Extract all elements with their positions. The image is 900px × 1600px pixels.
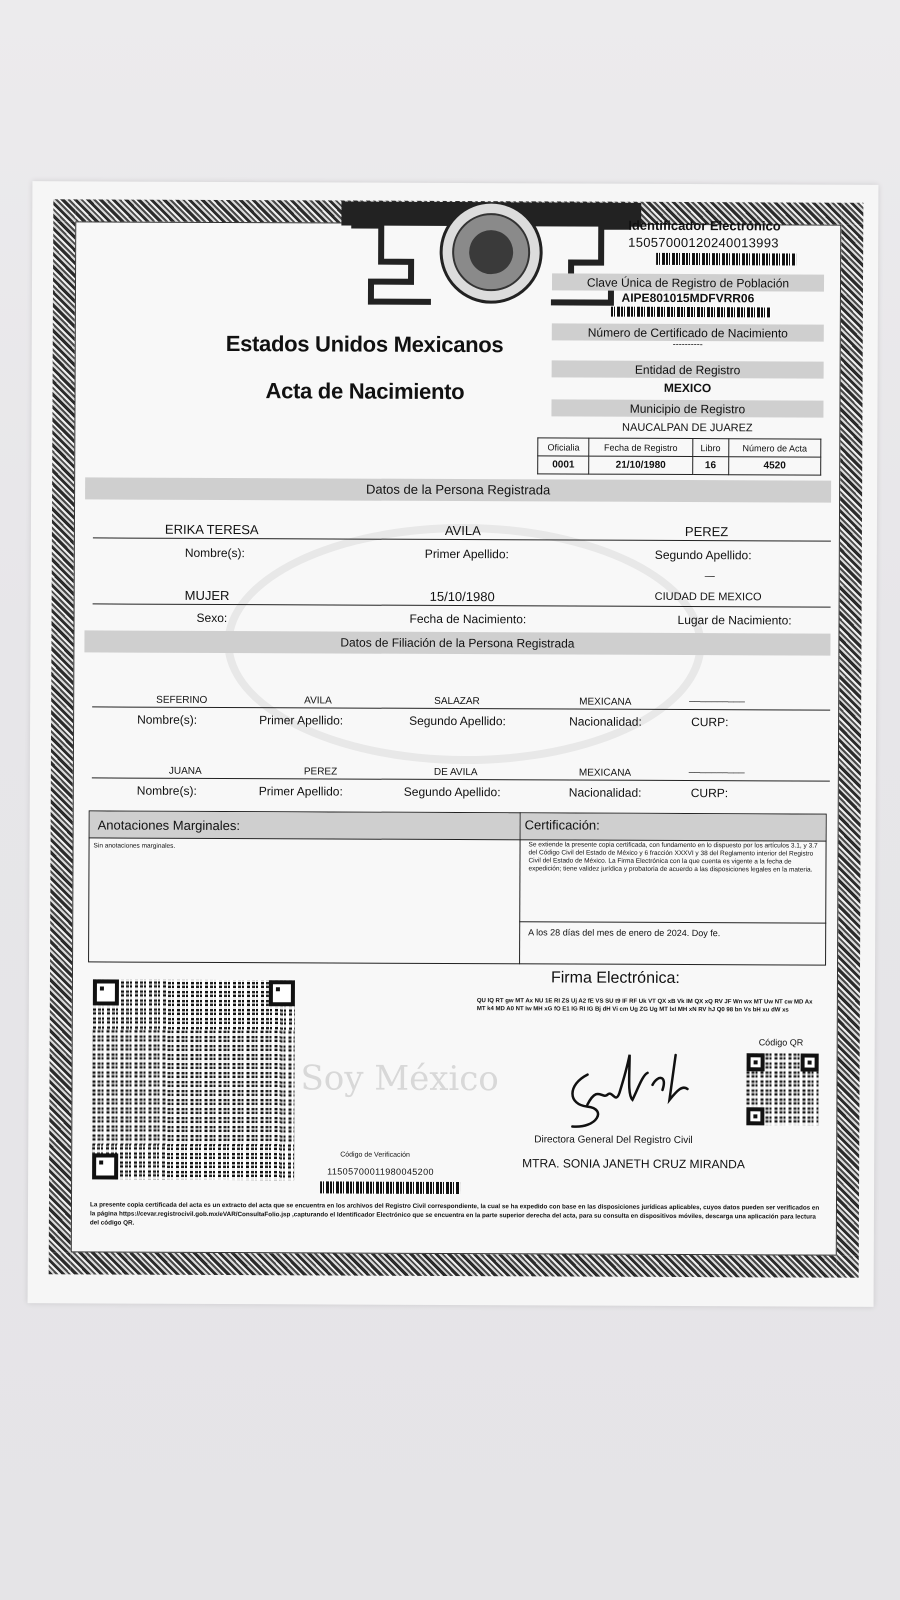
- father-first-surname: AVILA: [304, 695, 332, 707]
- father-nationality-label: Nacionalidad:: [569, 714, 642, 729]
- person-sex-label: Sexo:: [196, 610, 228, 626]
- mother-first-surname-label: Primer Apellido:: [258, 784, 343, 799]
- registry-header-fecha: Fecha de Registro: [589, 438, 692, 456]
- registry-table: [537, 437, 821, 475]
- registry-header-oficialia: Oficialia: [538, 438, 589, 456]
- registry-header-libro: Libro: [692, 439, 728, 457]
- person-first-surname: AVILA: [444, 522, 481, 539]
- qr-finder-icon: [269, 980, 295, 1006]
- qr-finder-icon: [747, 1053, 765, 1071]
- annotations-title: Anotaciones Marginales:: [90, 811, 520, 839]
- registry-oficialia: 0001: [538, 456, 589, 474]
- mother-nationality: MEXICANA: [578, 767, 632, 779]
- municipality-label: Municipio de Registro: [551, 399, 823, 417]
- handwritten-signature-icon: [557, 1044, 707, 1135]
- registry-entity-label: Entidad de Registro: [552, 360, 824, 378]
- person-first-surname-label: Primer Apellido:: [424, 546, 509, 562]
- mother-second-surname-label: Segundo Apellido:: [403, 784, 501, 800]
- father-first-surname-label: Primer Apellido:: [259, 713, 344, 728]
- electronic-id-value: 15057000120240013993: [628, 234, 779, 251]
- certification-title: Certificación:: [521, 813, 826, 840]
- father-second-surname: SALAZAR: [434, 695, 480, 708]
- qr-finder-icon: [92, 1153, 118, 1179]
- registry-act-number: 4520: [729, 457, 821, 475]
- filiation-section-title: Datos de Filiación de la Persona Registrada: [84, 630, 830, 655]
- person-name-label: Nombre(s):: [184, 545, 245, 561]
- person-birth-place-label: Lugar de Nacimiento:: [677, 612, 792, 628]
- electronic-signature-hash: QU IQ RT gw MT Ax NU 1E RI ZS Uj A2 fE VS SU t9 IF RF Uk VT QX xB Vk IM QX xQ RV JF Wn wx MT Uw NT cw MD Ax MT k4 MD A0 NT Iw MH xG fO E1 IG RI IG Bj dH Vi cm Ug ZG Ug MT lxI MH xN RV hJ Q0 98 bn Vs bH xu dW xs: [476, 998, 813, 1014]
- person-curp-dash: —: [704, 571, 715, 583]
- small-qr-code[interactable]: [746, 1053, 818, 1125]
- person-section-title: Datos de la Persona Registrada: [85, 477, 831, 502]
- father-name: SEFERINO: [156, 694, 208, 706]
- person-first-name: ERIKA TERESA: [164, 521, 259, 538]
- person-birth-place: CIUDAD DE MEXICO: [654, 590, 762, 604]
- person-second-surname: PEREZ: [684, 524, 729, 540]
- curp-value: AIPE801015MDFVRR06: [621, 290, 755, 306]
- father-nationality: MEXICANA: [579, 696, 632, 708]
- person-birth-date: 15/10/1980: [429, 588, 495, 605]
- father-curp-label: CURP:: [691, 715, 729, 730]
- registry-header-acta: Número de Acta: [729, 439, 821, 457]
- director-title: Directora General Del Registro Civil: [534, 1134, 693, 1147]
- person-birth-date-label: Fecha de Nacimiento:: [409, 611, 527, 627]
- person-sex: MUJER: [184, 587, 230, 604]
- registry-book: 16: [692, 457, 728, 475]
- annotations-text: Sin anotaciones marginales.: [93, 842, 176, 850]
- father-second-surname-label: Segundo Apellido:: [409, 713, 506, 729]
- verification-code-label: Código de Verificación: [340, 1151, 410, 1159]
- electronic-id-label: Identificador Electrónico: [628, 217, 781, 234]
- mother-name: JUANA: [168, 765, 202, 777]
- qr-finder-icon: [93, 979, 119, 1005]
- mother-curp-label: CURP:: [690, 786, 729, 801]
- certification-date: A los 28 días del mes de enero de 2024. Doy fe.: [528, 927, 721, 939]
- mother-first-surname: PEREZ: [303, 766, 338, 778]
- verification-barcode: [320, 1181, 460, 1194]
- footer-legal-text: La presente copia certificada del acta es un extracto del acta que se encuentra en los archivos del Registro Civil correspondiente, la cual se ha expedido con base en las disposiciones jurídicas aplicables, cuyos datos pueden ser verificados en la página https://cevar.registrocivil.gob.mx/eVAR/ConsultaFolio.jsp ,capturando el Identificador Electrónico que se encuentra en la parte superior derecha del acta, para su consulta en dispositivos móviles, descarga una aplicación para lectura del código QR.: [89, 1201, 820, 1227]
- mother-name-label: Nombre(s):: [136, 783, 197, 798]
- mother-second-surname: DE AVILA: [433, 766, 478, 779]
- registry-entity-value: MEXICO: [663, 380, 712, 396]
- country-title: Estados Unidos Mexicanos: [225, 331, 504, 358]
- birth-cert-number-label: Número de Certificado de Nacimiento: [552, 323, 824, 341]
- registry-date: 21/10/1980: [589, 456, 692, 474]
- municipality-value: NAUCALPAN DE JUAREZ: [622, 421, 753, 435]
- director-name: MTRA. SONIA JANETH CRUZ MIRANDA: [522, 1156, 745, 1172]
- person-second-surname-label: Segundo Apellido:: [654, 547, 752, 563]
- mother-curp: __________: [688, 763, 745, 775]
- father-curp: __________: [689, 692, 745, 704]
- certificate-body: [71, 217, 841, 1255]
- mother-nationality-label: Nacionalidad:: [568, 785, 642, 800]
- birth-certificate-paper: [28, 181, 879, 1307]
- qr-code-label: Código QR: [758, 1037, 804, 1048]
- electronic-signature-title: Firma Electrónica:: [550, 969, 680, 987]
- curp-label: Clave Única de Registro de Población: [552, 273, 824, 291]
- certification-text: Se extiende la presente copia certificada, con fundamento en lo dispuesto por los artículos 3.1, y 3.7 del Código Civil del Estado de México y 6 fracción XXXVI y 38 del Reglamento interior del Registro Civil del Estado de México. La Firma Electrónica con la que cuenta es vigente a la fecha de expedición; tiene validez jurídica y probatoria de acuerdo a las disposiciones legales en la materia.: [528, 841, 818, 874]
- qr-finder-icon: [746, 1107, 764, 1125]
- mother-line: [92, 777, 830, 781]
- soy-mexico-watermark: Soy México: [300, 1058, 499, 1100]
- birth-cert-number-value: ----------: [672, 338, 703, 350]
- id-barcode: [656, 253, 796, 266]
- qr-finder-icon: [801, 1054, 819, 1072]
- father-name-label: Nombre(s):: [137, 712, 198, 727]
- document-title: Acta de Nacimiento: [265, 378, 465, 405]
- large-qr-code[interactable]: [92, 979, 295, 1180]
- verification-code-value: 1150570001198004520​0: [327, 1166, 434, 1177]
- curp-barcode: [611, 307, 771, 318]
